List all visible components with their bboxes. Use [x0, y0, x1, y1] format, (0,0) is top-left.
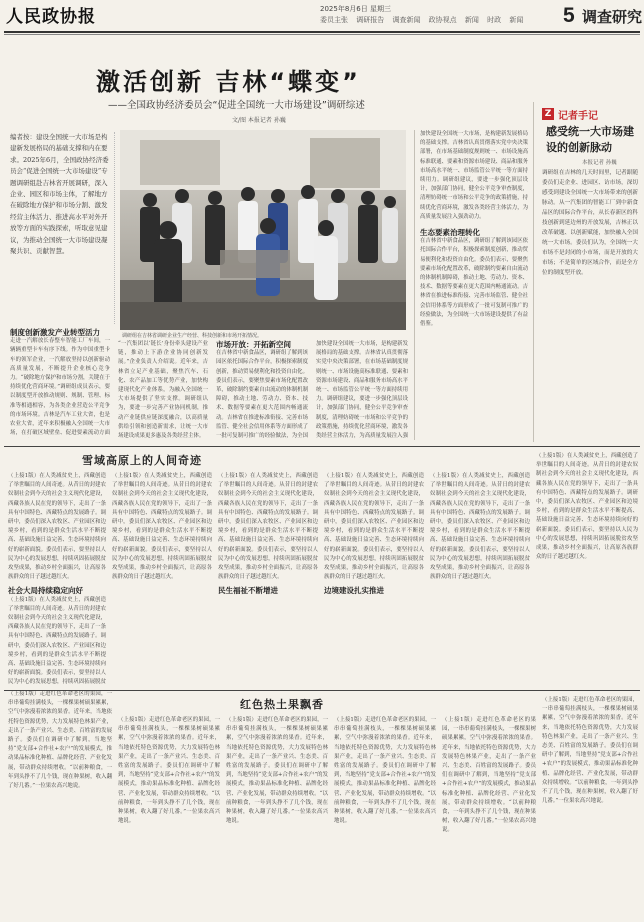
middle-col4-text: （上接1版）在人类减贫史上，西藏创造了举世瞩目的人间奇迹。从昔日的封建农奴制社会到今天的社会主义现代化建设，西藏各族人民在党的领导下，走出了一条具有中国特色、西藏特点的发展路子。调研中，委员们深入农牧区、产业园区和边境乡村，看到的是群众生活水平不断提高、基础设施日益完善、生态环境持续向好的崭新面貌。委员们表示，要坚持以人民为中心的发展思想，持续巩固拓展脱贫攻坚成果，推动乡村全面振兴，让高原各族群众的日子越过越红火。: [324, 473, 424, 581]
bottom-column-6: [542, 696, 638, 916]
section-title: 调查研究: [582, 8, 643, 26]
note-label: 记者手记: [558, 111, 598, 122]
masthead-rule: [4, 31, 640, 33]
middle-col2-text: （上接1版）在人类减贫史上，西藏创造了举世瞩目的人间奇迹。从昔日的封建农奴制社会到今天的社会主义现代化建设，西藏各族人民在党的领导下，走出了一条具有中国特色、西藏特点的发展路子。调研中，委员们深入农牧区、产业园区和边境乡村，看到的是群众生活水平不断提高、基础设施日益完善、生态环境持续向好的崭新面貌。委员们表示，要坚持以人民为中心的发展思想，持续巩固拓展脱贫攻坚成果，推动乡村全面振兴，让高原各族群众的日子越过越红火。: [112, 473, 212, 581]
middle-column-3: [218, 472, 318, 686]
photo-illustration: [120, 130, 406, 330]
middle-headline[interactable]: 雪域高原上的人间奇迹: [82, 454, 202, 467]
bottom-column-3: [226, 716, 328, 916]
lead-intro: 编者按：建设全国统一大市场是构建新发展格局的基础支撑和内在要求。2025年6月，全国政协经济委员会“促进全国统一大市场建设”专题调研组赴吉林省开展调研，深入企业、园区和市场主体，了解地方在破除地方保护和市场分割、激发经营主体活力、推进高水平对外开放等方面的实践探索，听取意见建议，为推动全国统一大市场建设凝聚共识、贡献智慧。: [10, 132, 115, 324]
lead-col3-text: 在吉林省中新食品区，调研组了解到该园区依托国际合作平台，积极探索制度创新，推动贸易便利化和投资自由化。委员们表示，要聚焦要素市场化配置改革，破除制约要素自由流动的体制机制障碍，推动土地、劳动力、资本、技术、数据等要素在更大范围内畅通流动。吉林省在推进标准衔接、完善市场监管、健全社会信用体系等方面形成了一批可复制可推广的经验做法，为全国: [216, 350, 308, 440]
bottom-col4-text: （上接1版）走进红色革命老区的果园，一串串葡萄挂满枝头，一棵棵果树硕果累累，空气中弥漫着浓浓的果香。近年来，当地依托特色资源优势，大力发展特色林果产业，走出了一条产业兴、生态美、百姓富的发展路子。委员们在调研中了解到，当地坚持“党支部+合作社+农户”的发展模式，推动果品标准化种植、品牌化经营、产业化发展，带动群众持续增收。“以前种粮食，一年到头挣不了几个钱，现在种果树，收入翻了好几番。”一位果农高兴地说。: [334, 717, 436, 825]
page-number: 5: [563, 4, 575, 27]
middle-column-6: [536, 452, 638, 686]
lead-photo[interactable]: [120, 130, 406, 330]
issue-date: 2025年8月6日 星期三: [320, 5, 391, 13]
section-menu: 委员主张 调研报告 调查新闻 政协视点 新闻 时政 新闻: [320, 16, 524, 24]
column-divider: [533, 102, 534, 442]
bottom-column-4: [334, 716, 436, 916]
section-divider: [4, 446, 640, 447]
middle-col1-text-b: （上接1版）在人类减贫史上，西藏创造了举世瞩目的人间奇迹。从昔日的封建农奴制社会到今天的社会主义现代化建设，西藏各族人民在党的领导下，走出了一条具有中国特色、西藏特点的发展路子。调研中，委员们深入农牧区、产业园区和边境乡村，看到的是群众生活水平不断提高、基础设施日益完善、生态环境持续向好的崭新面貌。委员们表示，要坚持以人民为中心的发展思想，持续巩固拓展脱贫: [8, 596, 106, 686]
note-author: 本报记者 孙巍: [582, 160, 617, 166]
bottom-col5-text: （上接1版）走进红色革命老区的果园，一串串葡萄挂满枝头，一棵棵果树硕果累累，空气中弥漫着浓浓的果香。近年来，当地依托特色资源优势，大力发展特色林果产业，走出了一条产业兴、生态美、百姓富的发展路子。委员们在调研中了解到，当地坚持“党支部+合作社+农户”的发展模式，推动果品标准化种植、品牌化经营、产业化发展，带动群众持续增收。“以前种粮食，一年到头挣不了几个钱，现在种果树，收入翻了好几番。”一位果农高兴地说。: [442, 717, 536, 834]
lead-byline: 文/图 本报记者 孙巍: [232, 117, 286, 124]
lead-column-1: [10, 328, 110, 438]
lead-col1-text: 走进一汽解放长春整车智能工厂车间，一辆辆重型卡车有序下线。作为中国重型卡车的领军企业，一汽解放坚持以创新驱动高质量发展，不断提升企业核心竞争力。“破除地方保护和市场分割，关键在于持续优化营商环境。”调研组成员表示，要以制度型开放推动规则、规制、管理、标准等相通相容，为各类企业营造公平竞争的市场环境。吉林是汽车工业大省，也是农业大省，近年来积极融入全国统一大市场，在打破区域壁垒、促进要素流动方面: [10, 338, 110, 437]
middle-column-2: [112, 472, 212, 686]
photo-caption: 调研组在吉林省调研企业生产经营、科技创新和市场开拓情况。: [122, 333, 263, 339]
bottom-col1-text: （上接1版）走进红色革命老区的果园，一串串葡萄挂满枝头，一棵棵果树硕果累累，空气中弥漫着浓浓的果香。近年来，当地依托特色资源优势，大力发展特色林果产业，走出了一条产业兴、生态美、百姓富的发展路子。委员们在调研中了解到，当地坚持“党支部+合作社+农户”的发展模式，推动果品标准化种植、品牌化经营、产业化发展，带动群众持续增收。“以前种粮食，一年到头挣不了几个钱，现在种果树，收入翻了好几番。”一位果农高兴地说。: [8, 691, 112, 790]
middle-column-4: [324, 472, 424, 686]
middle-subhead-1: 社会大局持续稳定向好: [8, 586, 83, 596]
middle-col5-text: （上接1版）在人类减贫史上，西藏创造了举世瞩目的人间奇迹。从昔日的封建农奴制社会到今天的社会主义现代化建设，西藏各族人民在党的领导下，走出了一条具有中国特色、西藏特点的发展路子。调研中，委员们深入农牧区、产业园区和边境乡村，看到的是群众生活水平不断提高、基础设施日益完善、生态环境持续向好的崭新面貌。委员们表示，要坚持以人民为中心的发展思想，持续巩固拓展脱贫攻坚成果，推动乡村全面振兴，让高原各族群众的日子越过越红火。: [430, 473, 530, 581]
bottom-column-5: [442, 716, 536, 916]
lead-subhead-2: 市场开放：开拓新空间: [216, 340, 291, 349]
column-divider: [414, 130, 415, 440]
middle-subhead-2: 民生福祉不断增进: [218, 586, 278, 596]
note-title[interactable]: 感受统一大市场建设的创新脉动: [546, 125, 634, 154]
lead-headline[interactable]: 激活创新 吉林“蝶变”: [96, 68, 361, 96]
lead-col2-text: “一汽集团以‘链长’身份牵头建设产业链，推动上下游企业协同创新发展。”企业负责人介绍说。近年来，吉林省立足产业基础，聚焦汽车、石化、农产品加工等优势产业，加快构建现代化产业体系，为融入全国统一大市场提供了坚实支撑。调研组认为，要进一步完善产业协同机制，推动产业链供应链深度融合，以高质量供给引领和创造新需求，让统一大市场建设成果更多惠及各类经营主体。: [118, 341, 208, 440]
lead-subheadline: ——全国政协经济委员会“促进全国统一大市场建设”调研综述: [108, 100, 365, 111]
note-body: 调研组在吉林的几天时间里，记者跟随委员们走企业、进园区、访市场，深切感受到建设全国统一大市场带来的创新脉动。从一汽集团的智能工厂到中新食品区的国际合作平台，从长春新区的科技创新到延边州的开放发展，吉林正以改革破题、以创新赋能，加快融入全国统一大市场。委员们认为，全国统一大市场不是封闭的小市场，而是开放的大市场；不是简单的区域合作，而是全方位的制度型开放。: [542, 170, 638, 276]
middle-column-5: [430, 472, 530, 686]
lead-column-2: [118, 340, 208, 440]
middle-col1-text: （上接1版）在人类减贫史上，西藏创造了举世瞩目的人间奇迹。从昔日的封建农奴制社会到今天的社会主义现代化建设，西藏各族人民在党的领导下，走出了一条具有中国特色、西藏特点的发展路子。调研中，委员们深入农牧区、产业园区和边境乡村，看到的是群众生活水平不断提高、基础设施日益完善、生态环境持续向好的崭新面貌。委员们表示，要坚持以人民为中心的发展思想，持续巩固拓展脱贫攻坚成果，推动乡村全面振兴，让高原各族群众的日子越过越红火。: [8, 473, 106, 581]
bottom-col2-text: （上接1版）走进红色革命老区的果园，一串串葡萄挂满枝头，一棵棵果树硕果累累，空气中弥漫着浓浓的果香。近年来，当地依托特色资源优势，大力发展特色林果产业，走出了一条产业兴、生态美、百姓富的发展路子。委员们在调研中了解到，当地坚持“党支部+合作社+农户”的发展模式，推动果品标准化种植、品牌化经营、产业化发展，带动群众持续增收。“以前种粮食，一年到头挣不了几个钱，现在种果树，收入翻了好几番。”一位果农高兴地说。: [118, 717, 220, 825]
bottom-column-1: [8, 690, 112, 916]
lead-subhead-1: 制度创新激发产业转型活力: [10, 328, 100, 337]
bottom-column-2: [118, 716, 220, 916]
lead-column-5: [420, 130, 528, 440]
lead-column-4: [316, 340, 408, 440]
middle-col3-text: （上接1版）在人类减贫史上，西藏创造了举世瞩目的人间奇迹。从昔日的封建农奴制社会到今天的社会主义现代化建设，西藏各族人民在党的领导下，走出了一条具有中国特色、西藏特点的发展路子。调研中，委员们深入农牧区、产业园区和边境乡村，看到的是群众生活水平不断提高、基础设施日益完善、生态环境持续向好的崭新面貌。委员们表示，要坚持以人民为中心的发展思想，持续巩固拓展脱贫攻坚成果，推动乡村全面振兴，让高原各族群众的日子越过越红火。: [218, 473, 318, 581]
newspaper-logo[interactable]: 人民政协报: [6, 7, 96, 27]
lead-col5-text-b: 在吉林省中新食品区，调研组了解到该园区依托国际合作平台，积极探索制度创新，推动贸易便利化和投资自由化。委员们表示，要聚焦要素市场化配置改革，破除制约要素自由流动的体制机制障碍，推动土地、劳动力、资本、技术、数据等要素在更大范围内畅通流动。吉林省在推进标准衔接、完善市场监管、健全社会信用体系等方面形成了一批可复制可推广的经验做法，为全国统一大市场建设提供了有益借鉴。: [420, 238, 528, 328]
middle-col6-text: （上接1版）在人类减贫史上，西藏创造了举世瞩目的人间奇迹。从昔日的封建农奴制社会到今天的社会主义现代化建设，西藏各族人民在党的领导下，走出了一条具有中国特色、西藏特点的发展路子。调研中，委员们深入农牧区、产业园区和边境乡村，看到的是群众生活水平不断提高、基础设施日益完善、生态环境持续向好的崭新面貌。委员们表示，要坚持以人民为中心的发展思想，持续巩固拓展脱贫攻坚成果，推动乡村全面振兴，让高原各族群众的日子越过越红火。: [536, 453, 638, 561]
bottom-col6-text: （上接1版）走进红色革命老区的果园，一串串葡萄挂满枝头，一棵棵果树硕果累累，空气中弥漫着浓浓的果香。近年来，当地依托特色资源优势，大力发展特色林果产业，走出了一条产业兴、生态美、百姓富的发展路子。委员们在调研中了解到，当地坚持“党支部+合作社+农户”的发展模式，推动果品标准化种植、品牌化经营、产业化发展，带动群众持续增收。“以前种粮食，一年到头挣不了几个钱，现在种果树，收入翻了好几番。”一位果农高兴地说。: [542, 697, 638, 805]
masthead-rule-thin: [4, 34, 640, 35]
lead-column-3: [216, 340, 308, 440]
lead-subhead-3: 生态要素治理转化: [420, 228, 480, 238]
lead-col4-text: 加快建设全国统一大市场，是构建新发展格局的基础支撑。吉林省认真贯彻落实党中央决策部署，在市场基础制度规则统一、市场设施高标准联通、要素和资源市场建设、商品和服务市场高水平统一、市场监管公平统一等方面持续用力。调研组建议，要进一步强化顶层设计，加强部门协同，健全公平竞争审查制度，清理妨碍统一市场和公平竞争的政策措施，持续优化营商环境，激发各类经营主体活力，为高质量发展注入强: [316, 341, 408, 440]
bottom-col3-text: （上接1版）走进红色革命老区的果园，一串串葡萄挂满枝头，一棵棵果树硕果累累，空气中弥漫着浓浓的果香。近年来，当地依托特色资源优势，大力发展特色林果产业，走出了一条产业兴、生态美、百姓富的发展路子。委员们在调研中了解到，当地坚持“党支部+合作社+农户”的发展模式，推动果品标准化种植、品牌化经营、产业化发展，带动群众持续增收。“以前种粮食，一年到头挣不了几个钱，现在种果树，收入翻了好几番。”一位果农高兴地说。: [226, 717, 328, 825]
note-badge: Z: [542, 108, 554, 120]
middle-column-1: [8, 472, 106, 686]
bottom-headline[interactable]: 红色热土果飘香: [240, 698, 324, 711]
middle-subhead-3: 边境建设扎实推进: [324, 586, 384, 596]
lead-col5-text: 加快建设全国统一大市场，是构建新发展格局的基础支撑。吉林省认真贯彻落实党中央决策部署，在市场基础制度规则统一、市场设施高标准联通、要素和资源市场建设、商品和服务市场高水平统一、市场监管公平统一等方面持续用力。调研组建议，要进一步强化顶层设计，加强部门协同，健全公平竞争审查制度，清理妨碍统一市场和公平竞争的政策措施，持续优化营商环境，激发各类经营主体活力，为高质量发展注入强劲动力。: [420, 131, 528, 220]
